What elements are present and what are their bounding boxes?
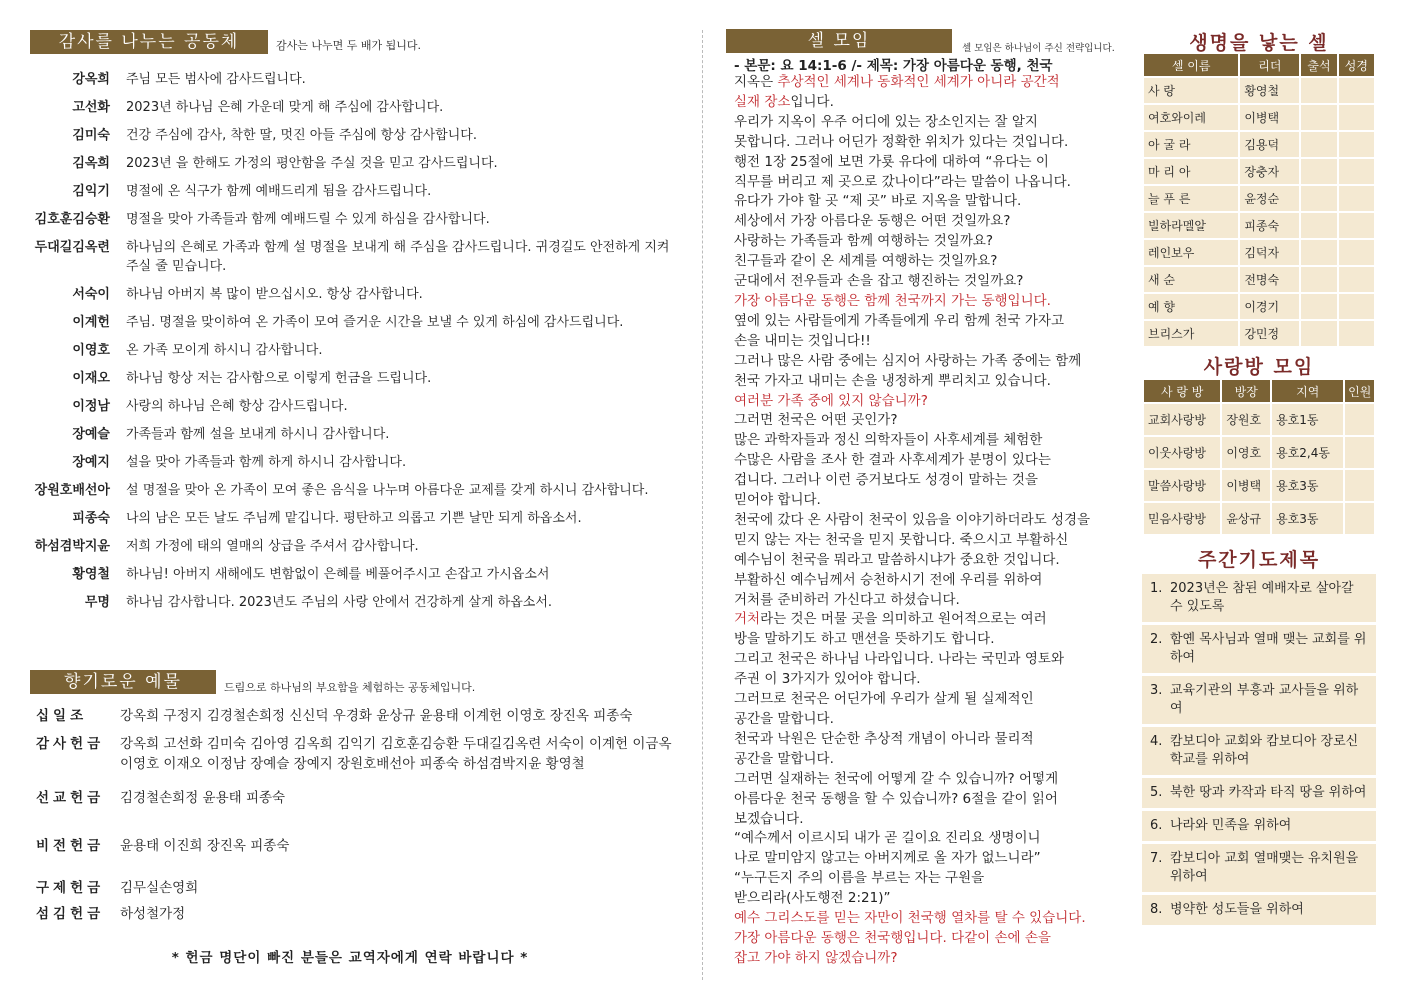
sermon-text: 우리가 지옥이 우주 어디에 있는 장소인지는 잘 알지	[734, 113, 1038, 130]
sermon-line	[734, 133, 1139, 153]
thanks-message: 저희 가정에 태의 열매의 상급을 주셔서 감사합니다.	[126, 539, 419, 554]
thanks-message: 설을 맞아 가족들과 함께 하게 하시니 감사합니다.	[126, 455, 407, 470]
table-cell: 윤상규	[1222, 503, 1270, 534]
table-cell: 피종숙	[1240, 213, 1299, 238]
table-cell	[1345, 470, 1374, 501]
prayer-text: 병약한 성도들을 위하여	[1170, 902, 1304, 917]
table-cell: 이병택	[1222, 470, 1270, 501]
prayer-item	[1142, 676, 1376, 724]
table-cell	[1339, 294, 1374, 319]
sermon-text: 주권 이 3가지가 있어야 합니다.	[734, 671, 921, 688]
prayer-list	[1142, 574, 1376, 928]
sermon-line	[734, 471, 1139, 491]
table-cell	[1345, 503, 1374, 534]
sermon-text: 받으리라(사도행전 2:21)”	[734, 890, 891, 907]
sermon-line	[734, 232, 1139, 252]
sermon-emphasis: 가장 아름다운 동행은 함께 천국까지 가는 동행입니다.	[734, 292, 1051, 309]
sermon-text: 예수님이 천국을 뭐라고 말씀하시냐가 중요한 것입니다.	[734, 551, 1060, 568]
table-cell: 용호1동	[1272, 404, 1343, 435]
sermon-text: 입니다.	[790, 93, 834, 110]
sermon-line	[734, 491, 1139, 511]
sermon-text: 손을 내미는 것입니다!!	[734, 332, 871, 349]
table-cell: 예 향	[1144, 294, 1238, 319]
offering-row	[36, 904, 676, 924]
thanks-message: 나의 남은 모든 날도 주님께 맡깁니다. 평탄하고 의롭고 기쁜 날만 되게 하옵소서.	[126, 511, 582, 526]
prayer-number: 3.	[1150, 683, 1163, 698]
table-cell: 김용덕	[1240, 132, 1299, 157]
sermon-line	[734, 73, 1139, 93]
sermon-line	[734, 531, 1139, 551]
sermon-line	[734, 272, 1139, 292]
sermon-line	[734, 212, 1139, 232]
sermon-line	[734, 252, 1139, 272]
thanks-message: 하나님의 은혜로 가족과 함께 설 명절을 보내게 해 주심을 감사드립니다. 귀경길도 안전하게 지켜주실 줄 믿습니다.	[126, 240, 670, 274]
thanks-message: 건강 주심에 감사, 착한 딸, 멋진 아들 주심에 항상 감사합니다.	[126, 128, 477, 143]
offering-names: 하성철가정	[120, 906, 186, 922]
cell-row	[1144, 78, 1374, 103]
thanks-message: 주님 모든 범사에 감사드립니다.	[126, 72, 306, 87]
sermon-emphasis: 거처	[734, 611, 761, 628]
thanks-name: 이계헌	[72, 315, 110, 330]
thanks-entry	[30, 481, 670, 500]
sermon-emphasis: 예수 그리스도를 믿는 자만이 천국행 열차를 탈 수 있습니다.	[734, 910, 1086, 927]
table-header-cell: 사 랑 방	[1144, 380, 1220, 402]
table-header-cell: 성경	[1339, 54, 1374, 76]
sarang-row	[1144, 470, 1374, 501]
thanks-entry	[30, 397, 670, 416]
offering-row	[36, 706, 676, 726]
table-cell	[1345, 437, 1374, 468]
sermon-line	[734, 292, 1139, 312]
table-cell	[1301, 240, 1336, 265]
table-cell: 새 순	[1144, 267, 1238, 292]
table-header-cell: 방장	[1222, 380, 1270, 402]
table-cell: 김덕자	[1240, 240, 1299, 265]
sermon-text: 많은 과학자들과 정신 의학자들이 사후세계를 체험한	[734, 432, 1043, 449]
sermon-line	[734, 670, 1139, 690]
sermon-line	[734, 173, 1139, 193]
page-divider	[702, 30, 703, 980]
thanks-name: 김미숙	[72, 128, 110, 143]
sermon-text: 그러므로 천국은 어딘가에 우리가 살게 될 실제적인	[734, 691, 1034, 708]
offering-note: * 헌금 명단이 빠진 분들은 교역자에게 연락 바랍니다 *	[171, 950, 529, 966]
thanks-message: 가족들과 함께 설을 보내게 하시니 감사합니다.	[126, 427, 390, 442]
table-cell	[1339, 132, 1374, 157]
thanks-name: 황영철	[72, 567, 110, 582]
table-cell: 용호2,4동	[1272, 437, 1343, 468]
prayer-text: 교육기관의 부흥과 교사들을 위하여	[1170, 683, 1359, 716]
sermon-text: 그러나 많은 사람 중에는 심지어 사랑하는 가족 중에는 함께	[734, 352, 1082, 369]
sermon-line	[734, 750, 1139, 770]
prayer-text: 캄보디아 교회와 캄보디아 장로신학교를 위하여	[1170, 734, 1359, 767]
thanks-entry	[30, 238, 670, 276]
thanks-entry	[30, 537, 670, 556]
table-cell: 이영호	[1222, 437, 1270, 468]
table-cell	[1301, 186, 1336, 211]
thanks-name: 무명	[84, 595, 110, 610]
offering-label: 선교헌금	[36, 790, 105, 806]
offering-names: 김무실손영희	[120, 880, 199, 896]
cell-row	[1144, 213, 1374, 238]
table-cell	[1339, 186, 1374, 211]
table-cell: 브리스가	[1144, 321, 1238, 346]
table-cell	[1301, 267, 1336, 292]
offering-header: 향기로운 예물	[30, 670, 216, 694]
offering-label: 십일조	[36, 708, 88, 724]
sermon-line	[734, 949, 1139, 969]
sarang-row	[1144, 404, 1374, 435]
table-cell: 여호와이레	[1144, 105, 1238, 130]
sermon-line	[734, 153, 1139, 173]
sermon-line	[734, 571, 1139, 591]
thanks-message: 설 명절을 맞아 온 가족이 모여 좋은 음식을 나누며 아름다운 교제를 갖게 하시니 감사합니다.	[126, 483, 649, 498]
table-cell: 레인보우	[1144, 240, 1238, 265]
offering-label: 비전헌금	[36, 838, 105, 854]
offering-label: 섬김헌금	[36, 906, 105, 922]
life-cells-table	[1142, 52, 1376, 348]
table-cell: 장원호	[1222, 404, 1270, 435]
table-header-cell: 리더	[1240, 54, 1299, 76]
thanks-message: 하나님! 아버지 새해에도 변함없이 은혜를 베풀어주시고 손잡고 가시옵소서	[126, 567, 550, 582]
prayer-text: 캄보디아 교회 열매맺는 유치원을 위하여	[1170, 851, 1359, 884]
sermon-line	[734, 690, 1139, 710]
table-cell: 믿음사랑방	[1144, 503, 1220, 534]
thanks-name: 두대길김옥련	[34, 240, 110, 255]
table-cell	[1339, 267, 1374, 292]
thanks-name: 김옥희	[72, 156, 110, 171]
thanks-message: 사랑의 하나님 은혜 항상 감사드립니다.	[126, 399, 348, 414]
table-cell: 강민정	[1240, 321, 1299, 346]
sermon-text: 그리고 천국은 하나님 나라입니다. 나라는 국민과 영토와	[734, 651, 1064, 668]
sermon-text: 보겠습니다.	[734, 810, 804, 827]
table-cell: 이웃사랑방	[1144, 437, 1220, 468]
prayer-text: 나라와 민족을 위하여	[1170, 818, 1292, 833]
thanks-entry	[30, 341, 670, 360]
prayer-number: 1.	[1150, 581, 1163, 596]
table-cell	[1339, 105, 1374, 130]
table-cell	[1301, 159, 1336, 184]
prayer-number: 4.	[1150, 734, 1163, 749]
table-cell	[1339, 159, 1374, 184]
table-cell	[1301, 321, 1336, 346]
sermon-text: 친구들과 같이 온 세계를 여행하는 것일까요?	[734, 253, 998, 270]
sermon-line	[734, 710, 1139, 730]
thanks-entry	[30, 565, 670, 584]
table-cell	[1339, 240, 1374, 265]
sermon-emphasis: 가장 아름다운 동행은 천국행입니다. 다같이 손에 손을	[734, 929, 1051, 946]
sermon-line	[734, 849, 1139, 869]
sermon-emphasis: 여러분 가족 중에 있지 않습니까?	[734, 392, 928, 409]
thanks-name: 장예지	[72, 455, 110, 470]
sermon-line	[734, 610, 1139, 630]
table-header-cell: 출석	[1301, 54, 1336, 76]
sarang-row	[1144, 437, 1374, 468]
sermon-text: “예수께서 이르시되 내가 곧 길이요 진리요 생명이니	[734, 830, 1041, 847]
thanks-message: 명절에 온 식구가 함께 예배드리게 됨을 감사드립니다.	[126, 184, 432, 199]
sermon-line	[734, 630, 1139, 650]
sermon-line	[734, 431, 1139, 451]
sermon-text: 천국에 갔다 온 사람이 천국이 있음을 이야기하더라도 성경을	[734, 511, 1091, 528]
table-cell: 이병택	[1240, 105, 1299, 130]
thanks-message: 하나님 항상 저는 감사함으로 이렇게 헌금을 드립니다.	[126, 371, 432, 386]
thanks-entry	[30, 154, 670, 173]
prayer-item	[1142, 625, 1376, 673]
thanks-message: 하나님 감사합니다. 2023년도 주님의 사랑 안에서 건강하게 살게 하옵소서.	[126, 595, 553, 610]
prayer-item	[1142, 895, 1376, 925]
prayer-item	[1142, 574, 1376, 622]
sermon-text: 공간을 말합니다.	[734, 750, 834, 767]
offering-row	[36, 878, 676, 898]
sermon-text: 천국과 낙원은 단순한 추상적 개념이 아니라 물리적	[734, 730, 1034, 747]
table-cell	[1339, 321, 1374, 346]
sermon-text: 천국 가자고 내미는 손을 냉정하게 뿌리치고 있습니다.	[734, 372, 1051, 389]
sermon-line	[734, 929, 1139, 949]
sermon-text: 그러면 천국은 어떤 곳인가?	[734, 412, 898, 429]
offering-row	[36, 734, 676, 774]
table-cell	[1301, 213, 1336, 238]
thanks-entry	[30, 593, 670, 612]
sermon-line	[734, 113, 1139, 133]
offering-names: 강옥희 구정지 김경철손희정 신신덕 우경화 윤상규 윤용태 이계헌 이영호 장진옥 피종숙	[120, 708, 633, 724]
sermon-line	[734, 770, 1139, 790]
cell-row	[1144, 186, 1374, 211]
thanks-name: 고선화	[72, 100, 110, 115]
sermon-text: 나로 말미암지 않고는 아버지께로 올 자가 없느니라”	[734, 850, 1041, 867]
thanks-header: 감사를 나누는 공동체	[30, 30, 268, 54]
table-cell: 용호3동	[1272, 503, 1343, 534]
sermon-text: 믿지 않는 자는 천국을 믿지 못합니다. 죽으시고 부활하신	[734, 531, 1069, 548]
sermon-text: 겁니다. 그러나 이런 증거보다도 성경이 말하는 것을	[734, 472, 1038, 489]
prayer-title: 주간기도제목	[1197, 549, 1321, 571]
thanks-name: 장원호배선아	[34, 483, 110, 498]
thanks-message: 명절을 맞아 가족들과 함께 예배드릴 수 있게 하심을 감사합니다.	[126, 212, 490, 227]
sermon-text: 유다가 가야 할 곳 “제 곳” 바로 지옥을 말합니다.	[734, 193, 1022, 210]
table-cell: 아 굴 라	[1144, 132, 1238, 157]
sermon-text: “누구든지 주의 이름을 부르는 자는 구원을	[734, 870, 985, 887]
table-cell: 마 리 아	[1144, 159, 1238, 184]
sermon-line	[734, 332, 1139, 352]
thanks-name: 피종숙	[72, 511, 110, 526]
sermon-text: 부활하신 예수님께서 승천하시기 전에 우리를 위하여	[734, 571, 1043, 588]
table-header-cell: 지역	[1272, 380, 1343, 402]
sermon-text: 방을 말하기도 하고 맨션을 뜻하기도 합니다.	[734, 631, 995, 648]
thanks-name: 이영호	[72, 343, 110, 358]
sermon-line	[734, 411, 1139, 431]
cell-row	[1144, 294, 1374, 319]
sermon-line	[734, 829, 1139, 849]
prayer-text: 북한 땅과 카작과 타직 땅을 위하여	[1170, 785, 1367, 800]
sermon-text: 지옥은	[734, 74, 778, 90]
sermon-line	[734, 869, 1139, 889]
table-cell: 사 랑	[1144, 78, 1238, 103]
table-cell: 황영철	[1240, 78, 1299, 103]
offering-names: 윤용태 이진희 장진옥 피종숙	[120, 838, 290, 854]
thanks-name: 서숙이	[72, 287, 110, 302]
table-cell: 빌하라멜알	[1144, 213, 1238, 238]
sermon-title: - 본문: 요 14:1-6 /- 제목: 가장 아름다운 동행, 천국	[734, 58, 1053, 74]
thanks-name: 장예슬	[72, 427, 110, 442]
offering-row	[36, 788, 676, 808]
thanks-entry	[30, 425, 670, 444]
sermon-line	[734, 790, 1139, 810]
thanks-entry	[30, 126, 670, 145]
thanks-entry	[30, 98, 670, 117]
sermon-line	[734, 511, 1139, 531]
prayer-number: 8.	[1150, 902, 1163, 917]
sermon-line	[734, 352, 1139, 372]
thanks-entry	[30, 453, 670, 472]
thanks-list	[30, 70, 670, 621]
sermon-line	[734, 551, 1139, 571]
table-header-cell: 셀 이름	[1144, 54, 1238, 76]
table-cell	[1301, 78, 1336, 103]
sermon-line	[734, 451, 1139, 471]
prayer-text: 2023년은 참된 예배자로 살아갈 수 있도록	[1170, 581, 1354, 614]
sarang-table	[1142, 378, 1376, 536]
thanks-entry	[30, 509, 670, 528]
table-header-row	[1144, 380, 1374, 402]
sermon-line	[734, 591, 1139, 611]
offering-list	[36, 706, 676, 924]
sermon-text: 아름다운 천국 동행을 할 수 있습니까? 6절을 같이 읽어	[734, 790, 1058, 807]
sermon-text: 사랑하는 가족들과 함께 여행하는 것일까요?	[734, 233, 994, 250]
thanks-name: 김익기	[72, 184, 110, 199]
cell-row	[1144, 267, 1374, 292]
table-header-cell: 인원	[1345, 380, 1374, 402]
thanks-name: 강옥희	[72, 72, 110, 87]
table-cell: 전명숙	[1240, 267, 1299, 292]
thanks-message: 주님. 명절을 맞이하여 온 가족이 모여 즐거운 시간을 보낼 수 있게 하심에 감사드립니다.	[126, 315, 624, 330]
table-cell	[1301, 105, 1336, 130]
prayer-number: 5.	[1150, 785, 1163, 800]
sermon-line	[734, 392, 1139, 412]
sermon-text: 못합니다. 그러나 어딘가 정확한 위치가 있다는 것입니다.	[734, 133, 1069, 150]
table-cell	[1301, 294, 1336, 319]
sermon-text: 거처를 준비하러 가신다고 하셨습니다.	[734, 591, 960, 608]
table-cell	[1345, 404, 1374, 435]
life-cells-title: 생명을 낳는 셀	[1189, 32, 1329, 54]
table-cell: 교회사랑방	[1144, 404, 1220, 435]
prayer-text: 함옌 목사님과 열매 맺는 교회를 위하여	[1170, 632, 1367, 665]
offering-row	[36, 836, 676, 856]
sermon-text: 세상에서 가장 아름다운 동행은 어떤 것일까요?	[734, 213, 1011, 230]
prayer-number: 2.	[1150, 632, 1163, 647]
prayer-number: 6.	[1150, 818, 1163, 833]
sermon-text: 그러면 실재하는 천국에 어떻게 갈 수 있습니까? 어떻게	[734, 770, 1059, 787]
sermon-line	[734, 909, 1139, 929]
sermon-line	[734, 312, 1139, 332]
sermon-text: 옆에 있는 사람들에게 가족들에게 우리 함께 천국 가자고	[734, 312, 1064, 329]
sermon-emphasis: 실재 장소	[734, 93, 791, 110]
sermon-text: 라는 것은 머물 곳을 의미하고 원어적으로는 여러	[760, 611, 1047, 628]
thanks-message: 하나님 아버지 복 많이 받으십시오. 항상 감사합니다.	[126, 287, 423, 302]
prayer-item	[1142, 778, 1376, 808]
cell-subtitle: 셀 모임은 하나님이 주신 전략입니다.	[962, 43, 1115, 54]
thanks-entry	[30, 285, 670, 304]
table-cell	[1339, 213, 1374, 238]
thanks-entry	[30, 313, 670, 332]
sermon-text: 공간을 말합니다.	[734, 711, 834, 727]
thanks-name: 김호훈김승환	[34, 212, 110, 227]
table-cell	[1339, 78, 1374, 103]
cell-row	[1144, 240, 1374, 265]
table-cell: 말씀사랑방	[1144, 470, 1220, 501]
offering-names: 강옥희 고선화 김미숙 김아영 김옥희 김익기 김호훈김승환 두대길김옥련 서숙이 이계헌 이금옥 이영호 이재오 이정남 장예슬 장예지 장원호배선아 피종숙 하섬겸박지윤 황영철	[120, 736, 672, 772]
table-cell	[1301, 132, 1336, 157]
sermon-text: 믿어야 합니다.	[734, 492, 821, 509]
sermon-line	[734, 93, 1139, 113]
thanks-name: 이정남	[72, 399, 110, 414]
thanks-name: 이재오	[72, 371, 110, 386]
cell-row	[1144, 321, 1374, 346]
prayer-item	[1142, 811, 1376, 841]
cell-header: 셀 모임	[726, 29, 952, 53]
sarang-row	[1144, 503, 1374, 534]
table-header-row	[1144, 54, 1374, 76]
table-cell: 늘 푸 른	[1144, 186, 1238, 211]
sermon-text: 행전 1장 25절에 보면 가룟 유다에 대하여 “유다는 이	[734, 153, 1049, 170]
thanks-entry	[30, 210, 670, 229]
sermon-text: 수많은 사람을 조사 한 결과 사후세계가 분명이 있다는	[734, 452, 1051, 469]
offering-label: 구제헌금	[36, 880, 105, 896]
offering-names: 김경철손희정 윤용태 피종숙	[120, 790, 286, 806]
cell-row	[1144, 105, 1374, 130]
thanks-message: 온 가족 모이게 하시니 감사합니다.	[126, 343, 323, 358]
thanks-entry	[30, 182, 670, 201]
offering-subtitle: 드림으로 하나님의 부요함을 체험하는 공동체입니다.	[224, 681, 476, 694]
thanks-subtitle: 감사는 나누면 두 배가 됩니다.	[276, 39, 421, 52]
thanks-message: 2023년 하나님 은혜 가운데 맞게 해 주심에 감사합니다.	[126, 100, 444, 115]
cell-row	[1144, 132, 1374, 157]
sermon-body	[734, 73, 1139, 969]
table-cell: 용호3동	[1272, 470, 1343, 501]
sermon-line	[734, 192, 1139, 212]
table-cell: 이경기	[1240, 294, 1299, 319]
sermon-emphasis: 추상적인 세계나 동화적인 세계가 아니라 공간적	[777, 74, 1060, 90]
thanks-entry	[30, 369, 670, 388]
sermon-line	[734, 730, 1139, 750]
sermon-emphasis: 잡고 가야 하지 않겠습니까?	[734, 949, 898, 966]
sermon-line	[734, 889, 1139, 909]
thanks-message: 2023년 을 한해도 가정의 평안함을 주실 것을 믿고 감사드립니다.	[126, 156, 498, 171]
sermon-line	[734, 372, 1139, 392]
thanks-entry	[30, 70, 670, 89]
sermon-line	[734, 650, 1139, 670]
thanks-name: 하섬겸박지윤	[34, 539, 110, 554]
prayer-item	[1142, 727, 1376, 775]
sermon-line	[734, 810, 1139, 830]
offering-label: 감사헌금	[36, 736, 105, 752]
table-cell: 장충자	[1240, 159, 1299, 184]
sermon-text: 군대에서 전우들과 손을 잡고 행진하는 것일까요?	[734, 273, 1024, 290]
prayer-number: 7.	[1150, 851, 1163, 866]
sermon-text: 직무를 버리고 제 곳으로 갔나이다”라는 말씀이 나옵니다.	[734, 173, 1071, 190]
sarang-title: 사랑방 모임	[1203, 356, 1315, 378]
cell-row	[1144, 159, 1374, 184]
table-cell: 윤정순	[1240, 186, 1299, 211]
prayer-item	[1142, 844, 1376, 892]
